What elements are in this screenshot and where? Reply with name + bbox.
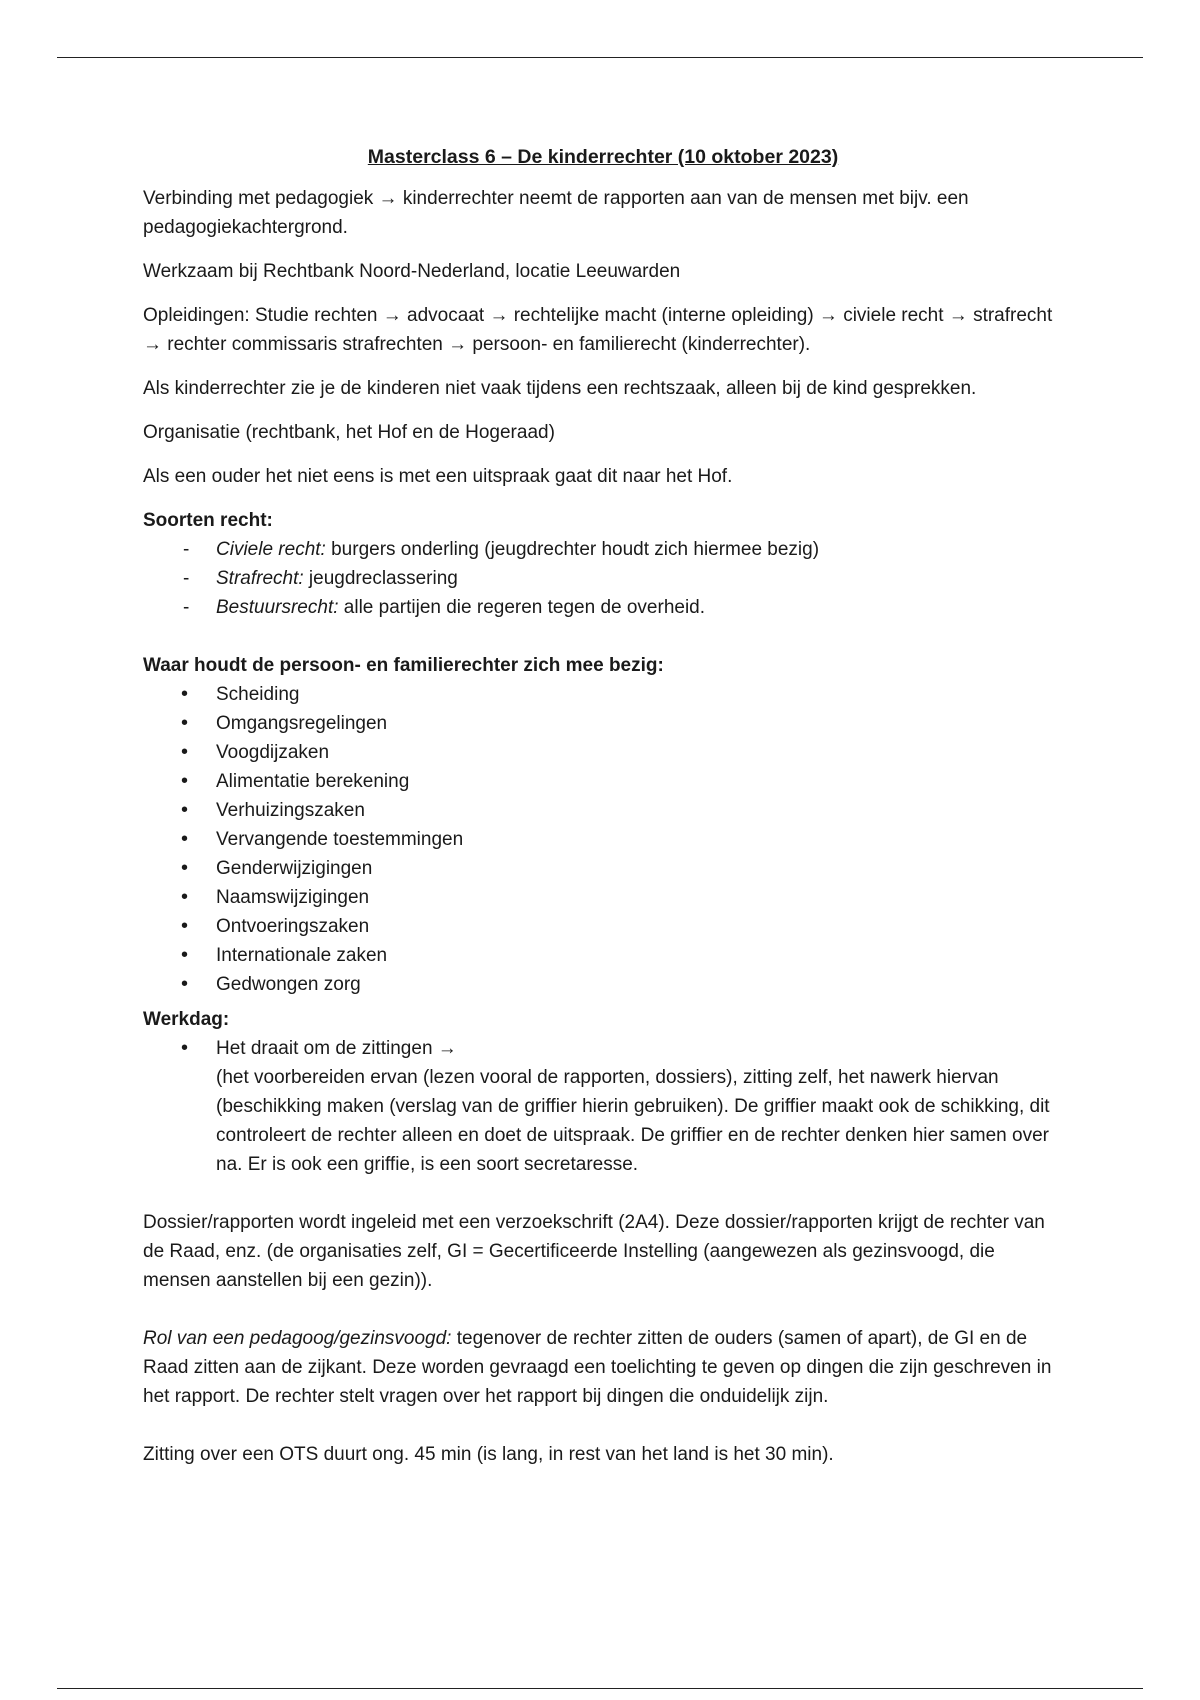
paragraph-hof: Als een ouder het niet eens is met een uitspraak gaat dit naar het Hof. [143,466,733,487]
heading-soorten-recht: Soorten recht: [143,510,273,531]
heading-werkdag: Werkdag: [143,1009,230,1030]
paragraph-kinderen: Als kinderrechter zie je de kinderen niet vaak tijdens een rechtszaak, alleen bij de kind gesprekken. [143,378,977,399]
list-item: • Ontvoeringszaken [143,912,1063,941]
list-item: • Vervangende toestemmingen [143,825,1063,854]
list-item: • Omgangsregelingen [143,709,1063,738]
list-item: - Strafrecht: jeugdreclassering [143,564,1063,593]
list-item: • Voogdijzaken [143,738,1063,767]
list-item: • Alimentatie berekening [143,767,1063,796]
list-item: • Genderwijzigingen [143,854,1063,883]
list-item: • Naamswijzigingen [143,883,1063,912]
header-rule [57,57,1143,58]
document-page [143,143,1063,1484]
list-item: - Civiele recht: burgers onderling (jeugdrechter houdt zich hiermee bezig) [143,535,1063,564]
paragraph-opleidingen: Opleidingen: Studie rechten → advocaat → rechtelijke macht (interne opleiding) → civiele recht → strafrecht → rechter commissaris strafrechten → persoon- en familierecht (kinderrechter). [143,305,1053,355]
list-familierechter [143,680,1063,999]
list-item: • Gedwongen zorg [143,970,1063,999]
footer-rule [57,1688,1143,1689]
document-title: Masterclass 6 – De kinderrechter (10 oktober 2023) [367,146,839,168]
paragraph-werkzaam: Werkzaam bij Rechtbank Noord-Nederland, locatie Leeuwarden [143,261,681,282]
list-item: • Internationale zaken [143,941,1063,970]
paragraph-verbinding: Verbinding met pedagogiek → kinderrechter neemt de rapporten aan van de mensen met bijv. een pedagogiekachtergrond. [143,188,969,238]
list-werkdag [143,1034,1063,1179]
list-item: • Verhuizingszaken [143,796,1063,825]
heading-familierechter: Waar houdt de persoon- en familierechter zich mee bezig: [143,655,664,676]
paragraph-dossier: Dossier/rapporten wordt ingeleid met een verzoekschrift (2A4). Deze dossier/rapporten krijgt de rechter van de Raad, enz. (de organisaties zelf, GI = Gecertificeerde Instelling (aangewezen als gezinsvoogd, die mensen aanstellen bij een gezin)). [143,1212,1045,1291]
paragraph-zitting: Zitting over een OTS duurt ong. 45 min (is lang, in rest van het land is het 30 min). [143,1444,834,1465]
list-item: • Scheiding [143,680,1063,709]
list-item: - Bestuursrecht: alle partijen die regeren tegen de overheid. [143,593,1063,622]
list-soorten-recht [143,535,1063,622]
paragraph-rol: Rol van een pedagoog/gezinsvoogd: tegenover de rechter zitten de ouders (samen of apart), de GI en de Raad zitten aan de zijkant. Deze worden gevraagd een toelichting te geven op dingen die zijn geschreven in het rapport. De rechter stelt vragen over het rapport bij dingen die onduidelijk zijn. [143,1328,1052,1407]
paragraph-organisatie: Organisatie (rechtbank, het Hof en de Hogeraad) [143,422,555,443]
list-item: • Het draait om de zittingen → (het voorbereiden ervan (lezen vooral de rapporten, dossiers), zitting zelf, het nawerk hiervan (beschikking maken (verslag van de griffier hierin gebruiken). De griffier maakt ook de schikking, dit controleert de rechter alleen en doet de uitspraak. De griffier en de rechter denken hier samen over na. Er is ook een griffie, is een soort secretaresse. [143,1034,1063,1179]
